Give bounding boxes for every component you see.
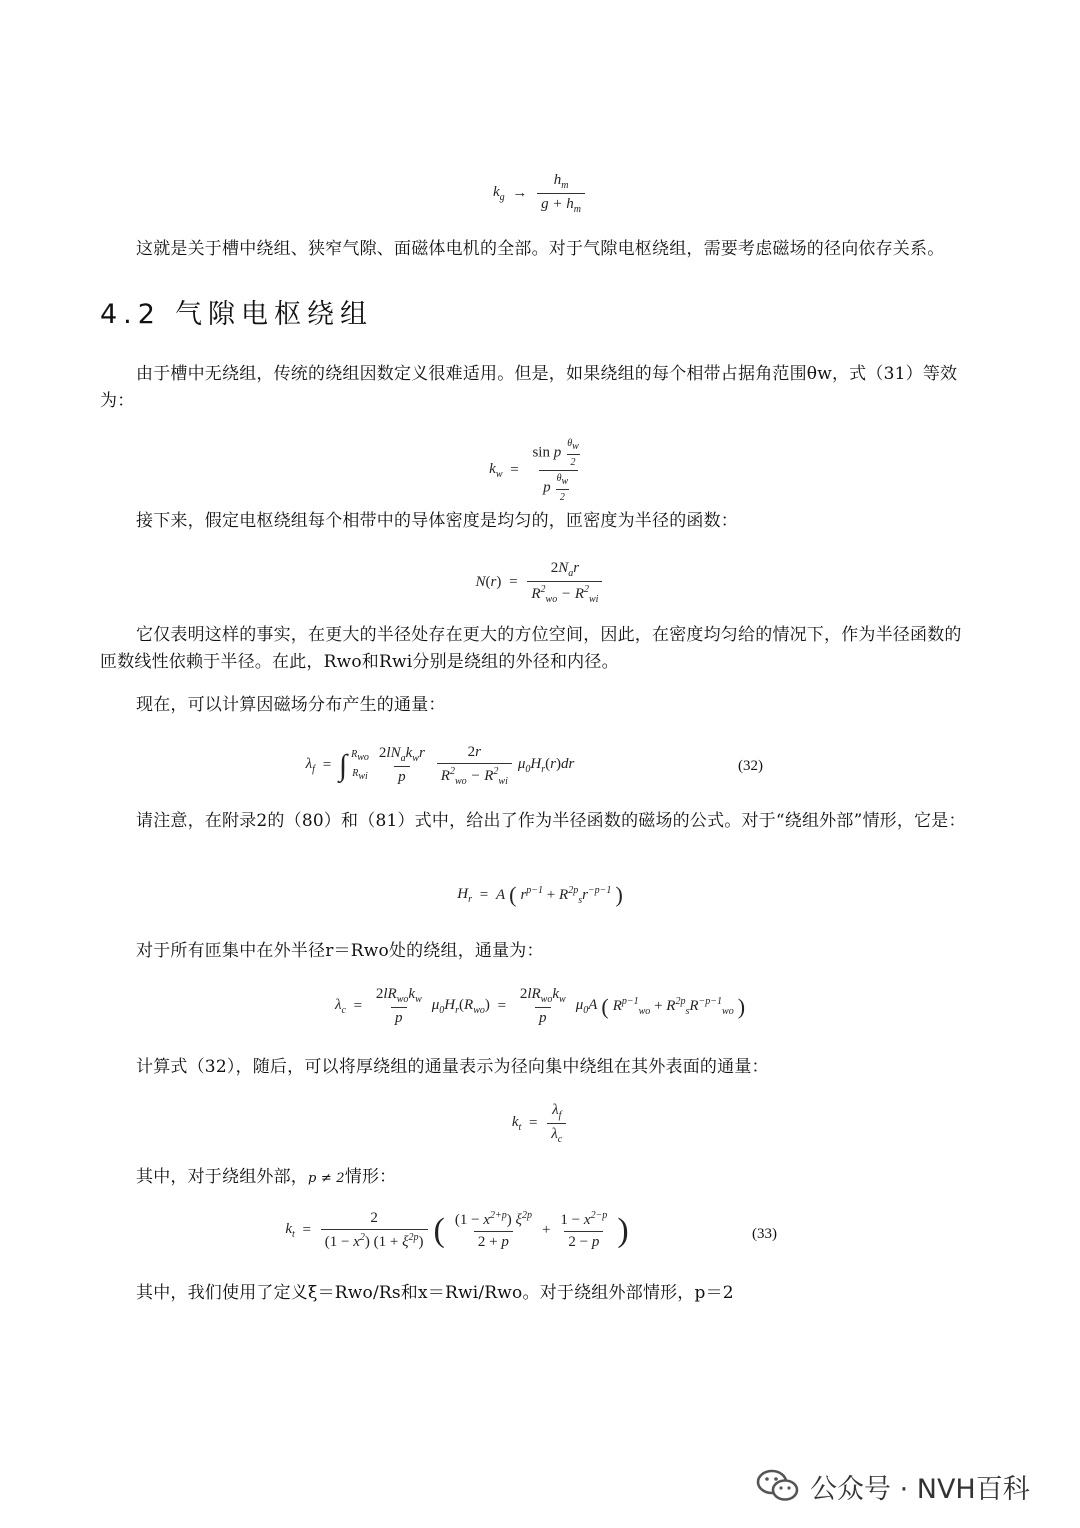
paragraph: 这就是关于槽中绕组、狭窄气隙、面磁体电机的全部。对于气隙电枢绕组，需要考虑磁场的径向依存关系。	[136, 239, 945, 259]
paragraph: 由于槽中无绕组，传统的绕组因数定义很难适用。但是，如果绕组的每个相带占据角范围θw，式（31）等效为：	[100, 364, 958, 411]
equation-kt: $k_t$ = $\frac{2}{(1 - x^2) (1 + \xi^{2p})}$ ( $(1 - x^{2+p})$ $\xi^{2p}$ 2 + p + $\frac{1 - x^{2-p}}{2 - p}$ )	[285, 1210, 629, 1250]
equation-h-r: $H_r$ = A ( $r^{p-1} + R^{2p}_sr^{-p-1}$ )	[457, 882, 623, 907]
paragraph: 请注意，在附录2的（80）和（81）式中，给出了作为半径函数的磁场的公式。对于“绕组外部”情形，它是：	[136, 811, 966, 831]
equation-kg: $k_g$ → $h_m$ $g + h_m$	[0, 172, 1080, 215]
watermark	[756, 1462, 1030, 1510]
paragraph: 其中，我们使用了定义ξ＝Rwo/Rs和x＝Rwi/Rwo。对于绕组外部情形，p＝2	[136, 1283, 734, 1303]
equation-number: (33)	[752, 1226, 777, 1242]
paragraph: 接下来，假定电枢绕组每个相带中的导体密度是均匀的，匝密度为半径的函数：	[136, 511, 738, 531]
paragraph: 它仅表明这样的事实，在更大的半径处存在更大的方位空间，因此，在密度均匀给的情况下，作为半径函数的匝数线性依赖于半径。在此，Rwo和Rwi分别是绕组的外径和内径。	[100, 625, 962, 672]
equation-number: (32)	[738, 758, 763, 774]
paragraph: 现在，可以计算因磁场分布产生的通量：	[136, 695, 446, 715]
paragraph: 对于所有匝集中在外半径r＝Rwo处的绕组，通量为：	[136, 941, 544, 961]
section-title: 气隙电枢绕组	[174, 299, 373, 330]
inline-math: p ≠ 2	[308, 1171, 345, 1186]
equation-kt-ratio: $k_t$ = $\frac{\lambda_f}{\lambda_c}$	[0, 1102, 1080, 1145]
paragraph: 计算式（32），随后，可以将厚绕组的通量表示为径向集中绕组在其外表面的通量：	[136, 1057, 769, 1077]
watermark-text: 公众号 · NVH百科	[810, 1473, 1030, 1505]
paragraph: 其中，对于绕组外部，p ≠ 2情形：	[136, 1167, 397, 1187]
equation-kw: $k_w$ = sin p $\frac{\theta w}{2}$ p $\frac{\theta w}{2}$	[489, 438, 579, 503]
section-number: 4.2	[100, 299, 161, 330]
equation-lambda-c: $\lambda_c$ = $2lR_{wo}k_w$ p $\mu_0H_r(R_{wo})$ = $2lR_{wo}k_w$ p $\mu_0A$ ( $R^{p-1}_{wo} + R^{2p}_sR^{-p-1}_{wo}$ )	[334, 986, 746, 1026]
equation-lambda-f: $\lambda_f$ = ∫ Rwo Rwi $2lN_ak_wr$ p 2r $R^2_{wo} - R^2_{wi}$ $\mu_0H_r(r)dr$	[305, 744, 575, 787]
section-heading	[100, 292, 373, 331]
equation-n-of-r: N(r) = $2N_ar$ $R^2_{wo} - R^2_{wi}$	[0, 560, 1080, 605]
wechat-icon	[756, 1468, 800, 1504]
